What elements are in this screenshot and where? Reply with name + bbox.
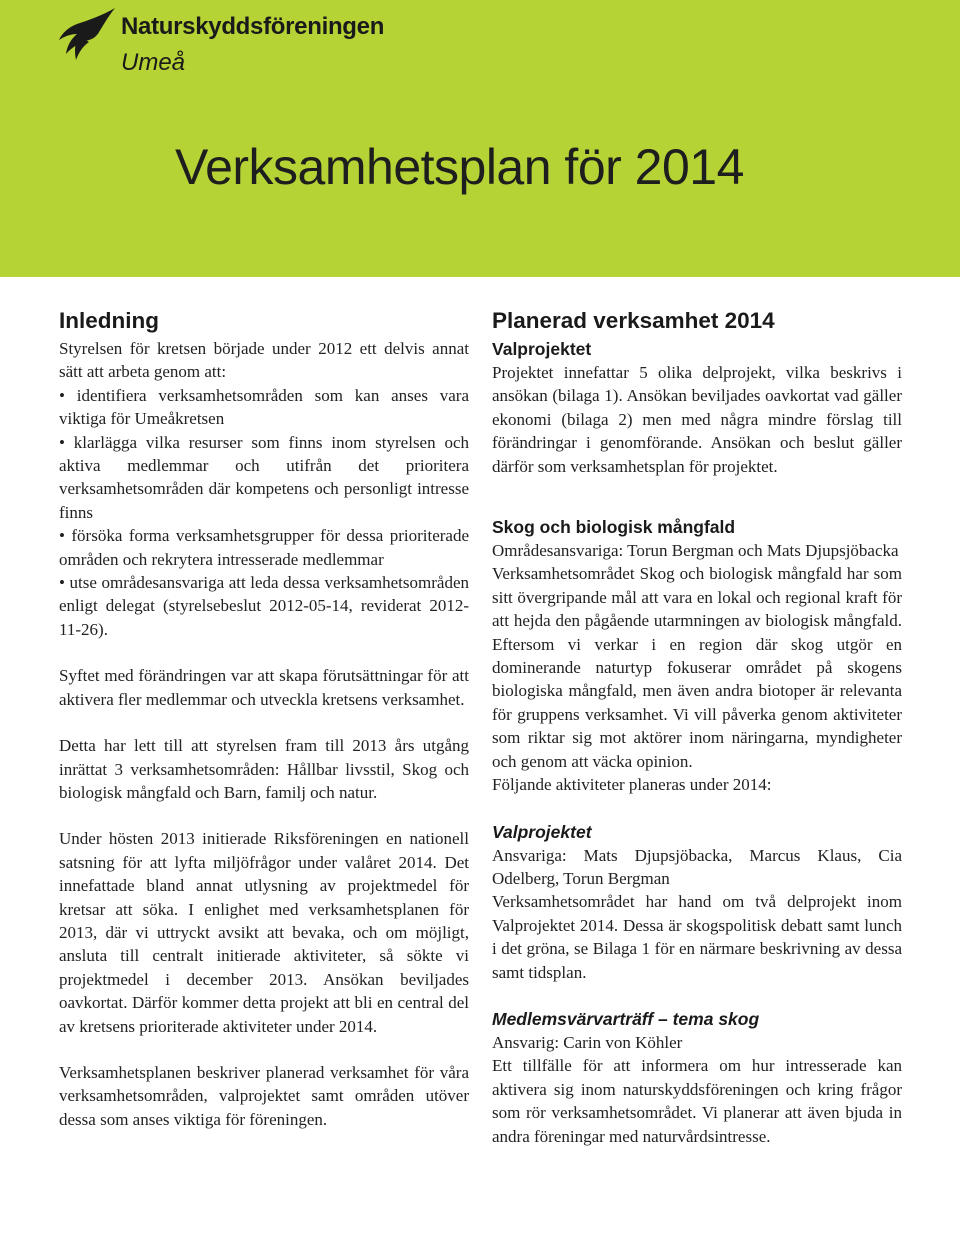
paragraph: Följande aktiviteter planeras under 2014: bbox=[492, 775, 772, 795]
responsible-line: Ansvariga: Mats Djupsjöbacka, Marcus Klaus, Cia Odelberg, Torun Bergman bbox=[492, 845, 902, 888]
bullet-item: • försöka forma verksamhetsgrupper för dessa prioriterade områden och rekrytera intresserade medlemmar bbox=[59, 526, 469, 569]
swallow-bird-icon bbox=[57, 6, 119, 64]
org-subtitle: Umeå bbox=[121, 49, 186, 76]
paragraph: Syftet med förändringen var att skapa förutsättningar för att aktivera fler medlemmar och utveckla kretsens verksamhet. bbox=[59, 666, 469, 709]
section-heading-inledning: Inledning bbox=[59, 308, 159, 333]
left-column bbox=[59, 305, 469, 1131]
responsible-line: Ansvarig: Carin von Köhler bbox=[492, 1032, 683, 1052]
bullet-item: • identifiera verksamhetsområden som kan anses vara viktiga för Umeåkretsen bbox=[59, 385, 469, 429]
intro-line: Styrelsen för kretsen började under 2012 ett delvis annat sätt att arbeta genom att: bbox=[59, 339, 469, 382]
responsible-line: Områdesansvariga: Torun Bergman och Mats Djupsjöbacka bbox=[492, 541, 899, 561]
bullet-item: • klarlägga vilka resurser som finns inom styrelsen och aktiva medlemmar och utifrån det prioritera verksamhetsområden där kompetens och personligt intresse finns bbox=[59, 432, 469, 522]
logo[interactable] bbox=[57, 6, 385, 86]
org-name: Naturskyddsföreningen bbox=[121, 13, 385, 40]
subheading-valprojektet-activity: Valprojektet bbox=[492, 821, 592, 842]
paragraph: Verksamhetsområdet har hand om två delprojekt inom Valprojektet 2014. Dessa är skogspolitisk debatt samt lunch i det gröna, se Bilaga 1 för en närmare beskrivning av dessa samt tidsplan. bbox=[492, 892, 902, 982]
subheading-medlemsvarvartraff: Medlemsvärvarträff – tema skog bbox=[492, 1008, 760, 1029]
paragraph: Projektet innefattar 5 olika delprojekt, vilka beskrivs i ansökan (bilaga 1). Ansökan beviljades oavkortat vad gäller ekonomi (bilaga 2) men med några mindre förslag till förändringar i genomförande. Ansökan och beslut gäller därför som verksamhetsplan för projektet. bbox=[492, 363, 902, 476]
paragraph: Under hösten 2013 initierade Riksföreningen en nationell satsning för att lyfta miljöfrågor under valåret 2014. Det innefattade bland annat utlysning av projektmedel för kretsar att söka. I enlighet med verksamhetsplanen för 2013, där vi uttryckt avsikt att bevaka, och om möjligt, ansluta till centralt initierade aktiviteter, så sökte vi projektmedel i december 2013. Ansökan beviljades oavkortat. Därför kommer detta projekt att bli en central del av kretsens prioriterade aktiviteter under 2014. bbox=[59, 829, 469, 1036]
subheading-skog: Skog och biologisk mångfald bbox=[492, 517, 736, 538]
bullet-item: • utse områdesansvariga att leda dessa verksamhetsområden enligt delegat (styrelsebeslut 2012-05-14, reviderat 2012-11-26). bbox=[59, 573, 469, 639]
header-banner bbox=[0, 0, 960, 277]
paragraph: Verksamhetsplanen beskriver planerad verksamhet för våra verksamhetsområden, valprojektet samt områden utöver dessa som anses viktiga för föreningen. bbox=[59, 1062, 469, 1129]
paragraph: Ett tillfälle för att informera om hur intresserade kan aktivera sig inom naturskyddsföreningen och kring frågor som rör verksamhetsområdet. Vi planerar att även bjuda in andra föreningar med naturvårdsintresse. bbox=[492, 1056, 902, 1146]
paragraph: Detta har lett till att styrelsen fram till 2013 års utgång inrättat 3 verksamhetsområden: Hållbar livsstil, Skog och biologisk mångfald och Barn, familj och natur. bbox=[59, 736, 469, 802]
section-heading-planerad: Planerad verksamhet 2014 bbox=[492, 308, 775, 333]
paragraph: Verksamhetsområdet Skog och biologisk mångfald har som sitt övergripande mål att vara en lokal och regional kraft för att hejda den pågående utarmningen av biologisk mångfald. Eftersom vi verkar i en region där skog utgör en dominerande naturtyp fokuserar området på skogens biologiska mångfald, men även andra biotoper är relevanta för gruppens verksamhet. Vi vill påverka genom aktiviteter som riktar sig mot aktörer inom näringarna, myndigheter och genom att väcka opinion. bbox=[492, 564, 902, 771]
right-column bbox=[492, 305, 902, 1148]
subheading-valprojektet: Valprojektet bbox=[492, 339, 592, 359]
page-title: Verksamhetsplan för 2014 bbox=[175, 139, 744, 195]
